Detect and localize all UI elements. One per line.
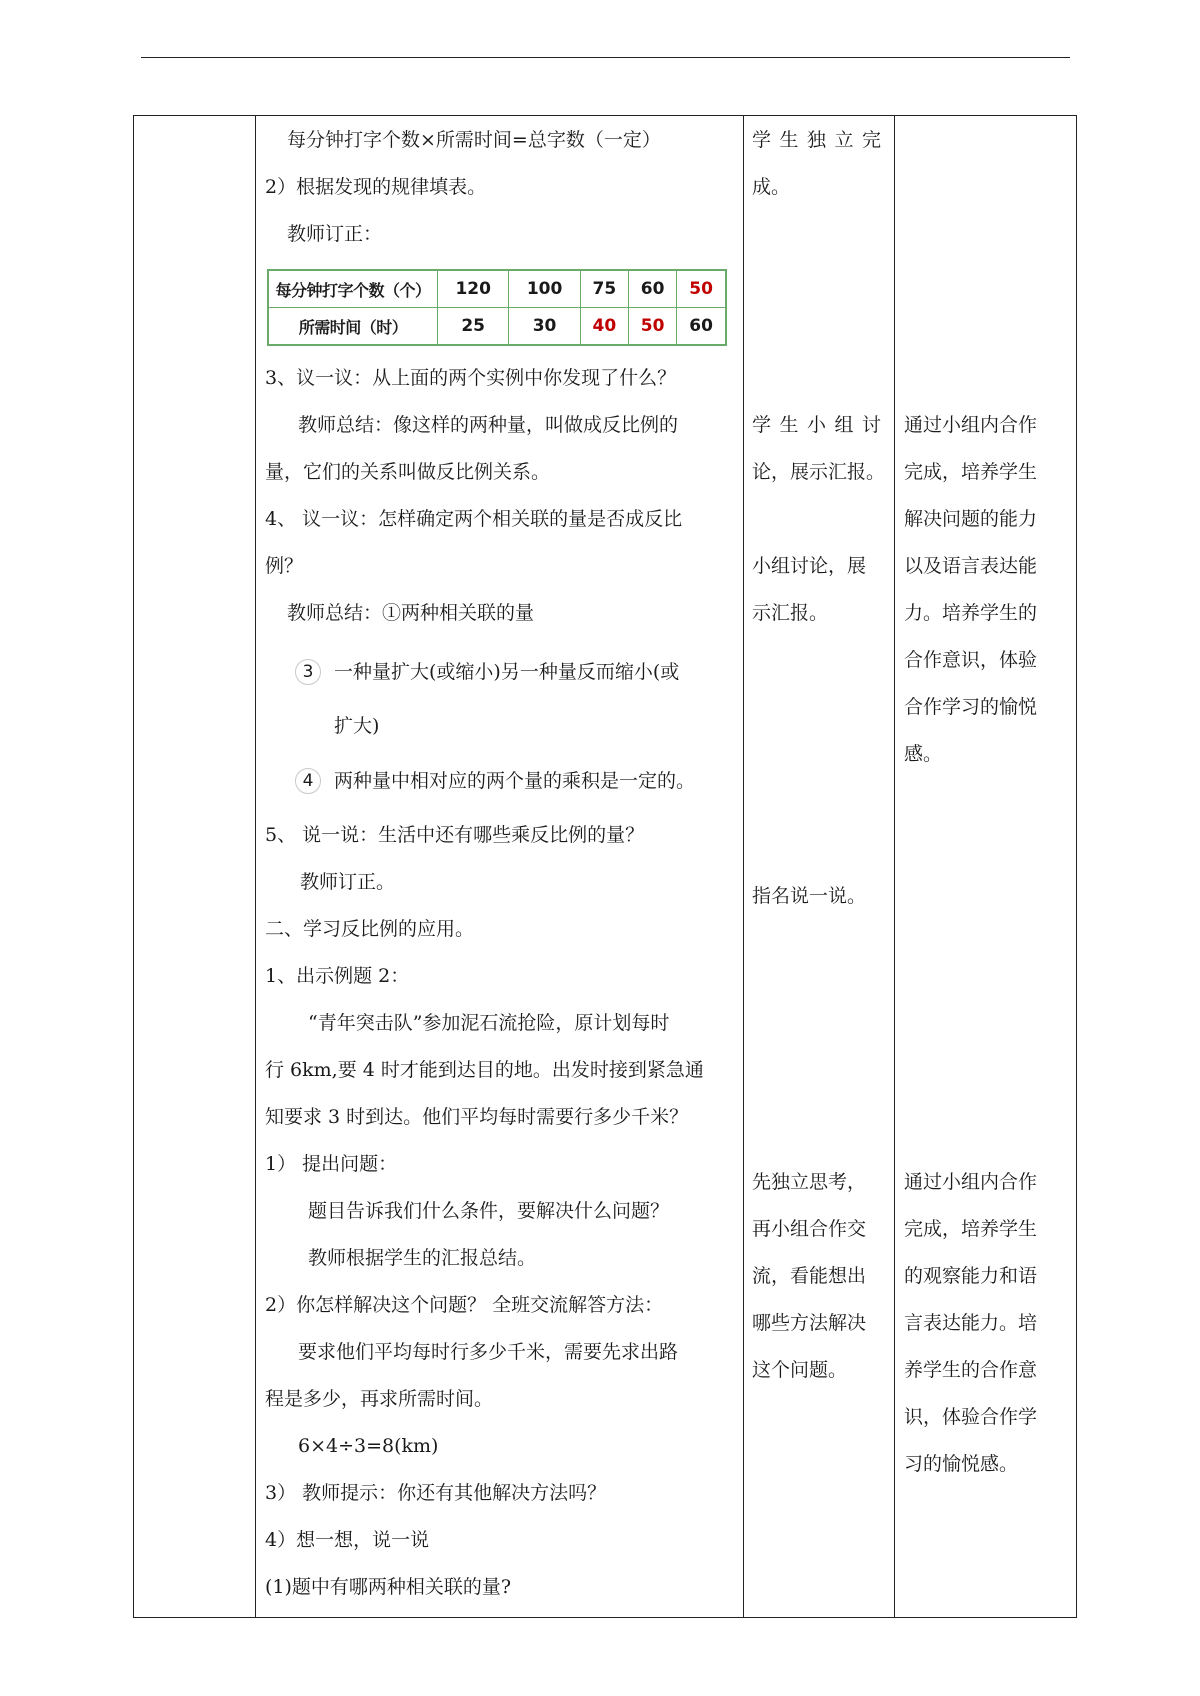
text-line: 程是多少，再求所需时间。 <box>265 1388 494 1410</box>
text-line: 合作意识，体验 <box>904 649 1038 671</box>
text-line: 要求他们平均每时行多少千米，需要先求出路 <box>298 1341 679 1363</box>
text-line: 教师总结：像这样的两种量，叫做成反比例的 <box>298 414 679 436</box>
table-cell: 60 <box>629 270 677 308</box>
column-divider-3 <box>894 115 895 1618</box>
table-cell: 25 <box>438 308 509 346</box>
text-line: (1)题中有哪两种相关联的量? <box>265 1576 512 1598</box>
text-line: 4）想一想，说一说 <box>265 1529 430 1551</box>
header-rule <box>141 57 1070 58</box>
text-line: 2）你怎样解决这个问题？ 全班交流解答方法： <box>265 1294 664 1316</box>
text-line: 知要求 3 时到达。他们平均每时需要行多少千米？ <box>265 1106 689 1128</box>
text-line: 示汇报。 <box>752 602 829 624</box>
text-line: 言表达能力。培 <box>904 1312 1038 1334</box>
text-line: 流，看能想出 <box>752 1265 867 1287</box>
table-cell-answer: 50 <box>677 270 726 308</box>
table-row <box>268 270 726 308</box>
text-line: 合作学习的愉悦 <box>904 696 1038 718</box>
text-line: 扩大) <box>334 715 380 737</box>
formula-line: 6×4÷3=8(km) <box>298 1435 439 1457</box>
text-line: 教师订正： <box>287 223 383 245</box>
text-line: 小组讨论，展 <box>752 555 867 577</box>
text-line: 3） 教师提示：你还有其他解决方法吗？ <box>265 1482 607 1504</box>
text-line: 行 6km,要 4 时才能到达目的地。出发时接到紧急通 <box>265 1059 704 1081</box>
number-circle: 4 <box>295 768 321 794</box>
text-line: 先独立思考， <box>752 1171 867 1193</box>
text-line: 1、出示例题 2： <box>265 965 410 987</box>
table-cell-answer: 40 <box>580 308 628 346</box>
text-line: 的观察能力和语 <box>904 1265 1038 1287</box>
table-cell: 60 <box>677 308 726 346</box>
text-line: 习的愉悦感。 <box>904 1453 1019 1475</box>
text-line: 量，它们的关系叫做反比例关系。 <box>265 461 551 483</box>
text-line: 两种量中相对应的两个量的乘积是一定的。 <box>334 770 696 792</box>
text-line: 学 生 小 组 讨 <box>752 414 881 436</box>
table-row-header: 所需时间（时） <box>268 308 438 346</box>
table-cell: 75 <box>580 270 628 308</box>
table-cell: 100 <box>509 270 580 308</box>
text-line: 5、 说一说：生活中还有哪些乘反比例的量？ <box>265 824 645 846</box>
table-row <box>268 308 726 346</box>
text-line: 题目告诉我们什么条件，要解决什么问题？ <box>308 1200 670 1222</box>
text-line: 再小组合作交 <box>752 1218 867 1240</box>
text-line: 这个问题。 <box>752 1359 848 1381</box>
table-row-header: 每分钟打字个数（个） <box>268 270 438 308</box>
number-circle: 3 <box>295 659 321 685</box>
text-line: 感。 <box>904 743 943 765</box>
text-line: 指名说一说。 <box>752 885 867 907</box>
data-table <box>267 269 727 346</box>
text-line: 识，体验合作学 <box>904 1406 1038 1428</box>
table-cell: 120 <box>438 270 509 308</box>
text-line: 哪些方法解决 <box>752 1312 867 1334</box>
text-line: “青年突击队”参加泥石流抢险，原计划每时 <box>308 1012 670 1034</box>
text-line: 一种量扩大(或缩小)另一种量反而缩小(或 <box>334 661 680 683</box>
text-line: 教师根据学生的汇报总结。 <box>308 1247 537 1269</box>
text-line: 力。培养学生的 <box>904 602 1038 624</box>
text-line: 以及语言表达能 <box>904 555 1038 577</box>
text-line: 解决问题的能力 <box>904 508 1038 530</box>
text-line: 学 生 独 立 完 <box>752 129 881 151</box>
text-line: 论，展示汇报。 <box>752 461 886 483</box>
column-divider-2 <box>743 115 744 1618</box>
text-line: 教师订正。 <box>300 871 396 893</box>
text-line: 2）根据发现的规律填表。 <box>265 176 487 198</box>
formula-line: 每分钟打字个数×所需时间=总字数（一定） <box>287 129 661 151</box>
text-line: 4、 议一议：怎样确定两个相关联的量是否成反比 <box>265 508 683 530</box>
table-cell-answer: 50 <box>629 308 677 346</box>
text-line: 教师总结：①两种相关联的量 <box>287 602 535 624</box>
text-line: 完成，培养学生 <box>904 461 1038 483</box>
text-line: 例？ <box>265 555 304 577</box>
table-cell: 30 <box>509 308 580 346</box>
section-heading: 二、学习反比例的应用。 <box>265 918 475 940</box>
text-line: 通过小组内合作 <box>904 1171 1038 1193</box>
text-line: 养学生的合作意 <box>904 1359 1038 1381</box>
text-line: 通过小组内合作 <box>904 414 1038 436</box>
text-line: 完成，培养学生 <box>904 1218 1038 1240</box>
text-line: 3、议一议：从上面的两个实例中你发现了什么？ <box>265 367 677 389</box>
column-divider-1 <box>255 115 256 1618</box>
text-line: 成。 <box>752 176 791 198</box>
text-line: 1） 提出问题： <box>265 1153 398 1175</box>
